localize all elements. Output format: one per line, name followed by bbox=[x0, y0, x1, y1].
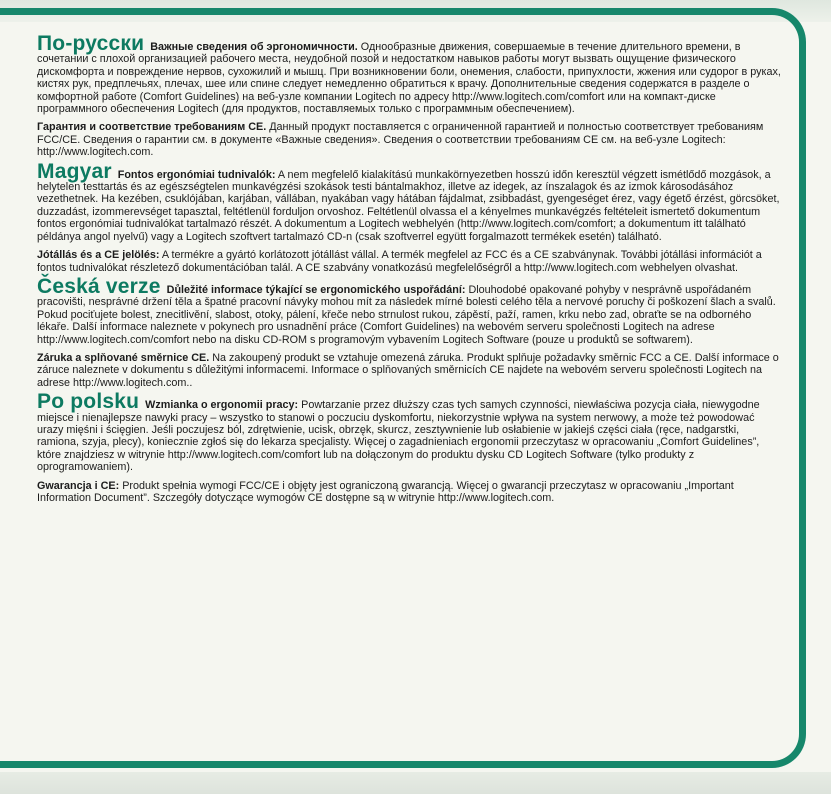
warranty-heading: Jótállás és a CE jelölés: bbox=[37, 249, 160, 262]
ergonomics-heading: Fontos ergonómiai tudnivalók: bbox=[117, 168, 276, 181]
warranty-text: Данный продукт поставляется с ограниченной гарантией и полностью соответствует требованиям FCC/CE. Сведения о гарантии см. в документе «Важные сведения». Сведения о соответствии требованиям CE см. на веб-узле Logitech: http://www.logitech.com. bbox=[37, 121, 764, 159]
section-hungarian bbox=[37, 159, 782, 274]
ergonomics-text: Powtarzanie przez dłuższy czas tych samych czynności, niewłaściwa pozycja ciała, niewygodne miejsce i nienajlepsze nawyki pracy – wszystko to stanowi o poczuciu dyskomfortu, niekorzystnie wpływa na system nerwowy, a może też powodować urazy mięśni i ścięgien. Jeśli poczujesz ból, zdrętwienie, ucisk, obrzęk, skurcz, zesztywnienie lub osłabienie w jakiejś części ciała (ręce, nadgarstki, ramiona, szyja, plecy), koniecznie zgłoś się do lekarza specjalisty. Więcej o zagadnieniach ergonomii przeczytasz w opracowaniu „Comfort Guidelines”, które znajdziesz w witrynie http://www.logitech.com/comfort lub na dołączonym do produktu dysku CD Logitech Software (tylko produkty z oprogramowaniem). bbox=[37, 399, 760, 474]
warranty-text: Na zakoupený produkt se vztahuje omezená záruka. Produkt splňuje požadavky směrnic FCC a CE. Další informace o záruce naleznete v dokumentu s důležitými informacemi. Informace o splňovaných směrnicích CE najdete na webovém serveru společnosti Logitech na adrese http://www.logitech.com.. bbox=[37, 351, 779, 389]
warranty-paragraph bbox=[37, 249, 782, 274]
bottom-band bbox=[0, 772, 831, 794]
ergonomics-paragraph bbox=[37, 32, 782, 116]
ergonomics-text: A nem megfelelő kialakítású munkakörnyezetben hosszú időn keresztül végzett ismétlődő mozgások, a helytelen testtartás és az egészségtelen munkavégzési szokások testi bántalmakhoz, illetve az idegek, az ínszalagok és az izmok károsodásához vezethetnek. Ha kezében, csuklójában, karjában, vállában, nyakában vagy hátában fájdalmat, zsibbadást, gyengeséget érez, vagy égető érzést, görcsöket, duzzadást, izommerevséget tapasztal, feltétlenül forduljon orvoshoz. Feltétlenül olvassa el a kényelmes munkavégzés feltételeit ismertető dokumentum fontos ergonómiai tudnivalókat tartalmazó részét. A dokumentum a Logitech webhelyén (http://www.logitech.com/comfort; a dokumentum itt található példánya angol nyelvű) vagy a Logitech szoftvert tartalmazó CD-n (csak szoftverrel együtt forgalmazott termékek esetén) található. bbox=[37, 168, 780, 243]
ergonomics-text: Однообразные движения, совершаемые в течение длительного времени, в сочетании с плохой организацией рабочего места, неудобной позой и недостатком навыков работы могут вызвать ощущение физического дискомфорта и повреждение нервов, сухожилий и мышц. При возникновении боли, онемения, слабости, припухлости, жжения или судорог в руках, кистях рук, предплечьях, плечах, шее или спине следует немедленно обратиться к врачу. Дополнительные сведения содержатся в разделе о комфортной работе (Comfort Guidelines) на веб-узле компании Logitech по адресу http://www.logitech.com/comfort или на компакт-диске программного обеспечения Logitech (для продуктов, поставляемых только с программным обеспечением). bbox=[37, 41, 781, 116]
warranty-paragraph bbox=[37, 352, 782, 389]
warranty-paragraph bbox=[37, 480, 782, 505]
language-title: Magyar bbox=[37, 159, 112, 183]
ergonomics-heading: Wzmianka o ergonomii pracy: bbox=[145, 399, 299, 412]
language-title: Po polsku bbox=[37, 390, 140, 414]
ergonomics-heading: Важные сведения об эргономичности. bbox=[150, 41, 358, 53]
document-content bbox=[37, 32, 782, 511]
warranty-paragraph bbox=[37, 121, 782, 158]
ergonomics-text: Dlouhodobé opakované pohyby v nesprávně uspořádaném pracovišti, nesprávné držení těla a špatné pracovní návyky mohou mít za následek mírné bolesti celého těla a nervové poruchy či poškození šlach a svalů. Pokud pociťujete bolest, znecitlivění, slabost, otoky, pálení, křeče nebo strnulost rukou, zápěstí, paží, ramen, krku nebo zad, obraťte se na odborného lékaře. Další informace naleznete v pokynech pro usnadnění práce (Comfort Guidelines) na webovém serveru společnosti Logitech na adrese http://www.logitech.com/comfort nebo na disku CD-ROM s programovým vybavením Logitech Software (pouze u produktů se softwarem). bbox=[37, 283, 776, 346]
language-title: По-русски bbox=[37, 32, 145, 55]
ergonomics-paragraph bbox=[37, 159, 782, 243]
language-title: Česká verze bbox=[37, 274, 161, 298]
warranty-text: A termékre a gyártó korlátozott jótállást vállal. A termék megfelel az FCC és a CE szabványnak. További jótállási információt a fontos tudnivalókat részletező dokumentációban talál. A CE szabvány vonatkozású megfelelőségről a http://www.logitech.com webhelyen olvashat. bbox=[37, 249, 762, 274]
ergonomics-paragraph bbox=[37, 390, 782, 474]
ergonomics-paragraph bbox=[37, 274, 782, 346]
section-polish bbox=[37, 390, 782, 504]
warranty-heading: Гарантия и соответствие требованиям CE. bbox=[37, 121, 267, 134]
warranty-text: Produkt spełnia wymogi FCC/CE i objęty jest ograniczoną gwarancją. Więcej o gwarancji przeczytasz w opracowaniu „Important Information Document”. Szczegóły dotyczące wymogów CE dostępne są w witrynie http://www.logitech.com. bbox=[37, 479, 734, 504]
warranty-heading: Gwarancja i CE: bbox=[37, 479, 120, 492]
ergonomics-heading: Důležité informace týkající se ergonomického uspořádání: bbox=[166, 283, 466, 296]
section-russian bbox=[37, 32, 782, 159]
section-czech bbox=[37, 274, 782, 389]
warranty-heading: Záruka a splňované směrnice CE. bbox=[37, 351, 210, 364]
